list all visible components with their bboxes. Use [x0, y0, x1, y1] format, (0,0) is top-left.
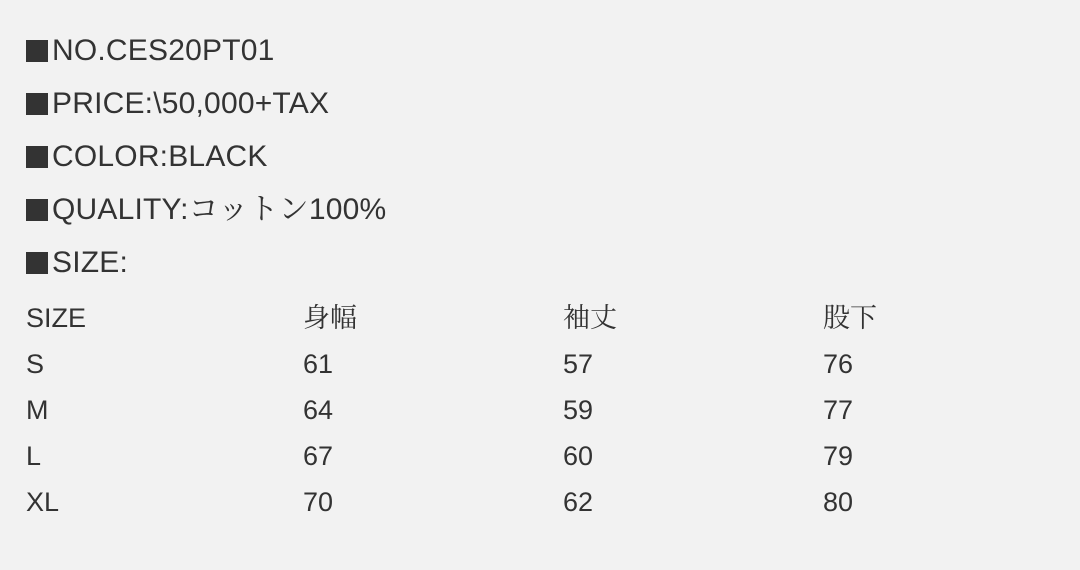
cell-inseam: 76 [823, 349, 854, 379]
cell-sleeve-length: 62 [563, 487, 594, 517]
cell-inseam: 77 [823, 395, 854, 425]
column-header-chest-width: 身幅 [303, 303, 357, 333]
cell-size: S [26, 349, 45, 379]
table-row [26, 433, 1080, 479]
square-bullet-icon [26, 199, 48, 221]
column-header-inseam: 股下 [823, 303, 877, 333]
table-row [26, 387, 1080, 433]
spec-line-label: COLOR:BLACK [52, 140, 268, 173]
table-row [26, 341, 1080, 387]
cell-inseam: 79 [823, 441, 854, 471]
spec-line-label: QUALITY:コットン100% [52, 193, 387, 226]
spec-line-price [26, 77, 1054, 130]
spec-line-label: SIZE: [52, 246, 129, 279]
spec-line-color [26, 130, 1054, 183]
spec-list [26, 24, 1054, 289]
cell-sleeve-length: 59 [563, 395, 594, 425]
cell-inseam: 80 [823, 487, 854, 517]
column-header-size: SIZE [26, 303, 87, 333]
size-table-head [26, 295, 1080, 341]
table-header-row [26, 295, 1080, 341]
cell-chest-width: 61 [303, 349, 334, 379]
cell-sleeve-length: 57 [563, 349, 594, 379]
square-bullet-icon [26, 40, 48, 62]
column-header-sleeve-length: 袖丈 [563, 303, 617, 333]
square-bullet-icon [26, 146, 48, 168]
cell-size: M [26, 395, 49, 425]
cell-chest-width: 67 [303, 441, 334, 471]
spec-line-label: NO.CES20PT01 [52, 34, 275, 67]
size-table [26, 295, 1080, 525]
square-bullet-icon [26, 252, 48, 274]
cell-size: L [26, 441, 42, 471]
cell-chest-width: 70 [303, 487, 334, 517]
square-bullet-icon [26, 93, 48, 115]
spec-line-label: PRICE:\50,000+TAX [52, 87, 330, 120]
spec-line-number [26, 24, 1054, 77]
cell-chest-width: 64 [303, 395, 334, 425]
cell-sleeve-length: 60 [563, 441, 594, 471]
spec-line-quality [26, 183, 1054, 236]
cell-size: XL [26, 487, 60, 517]
size-table-body [26, 341, 1080, 525]
table-row [26, 479, 1080, 525]
spec-line-size [26, 236, 1054, 289]
